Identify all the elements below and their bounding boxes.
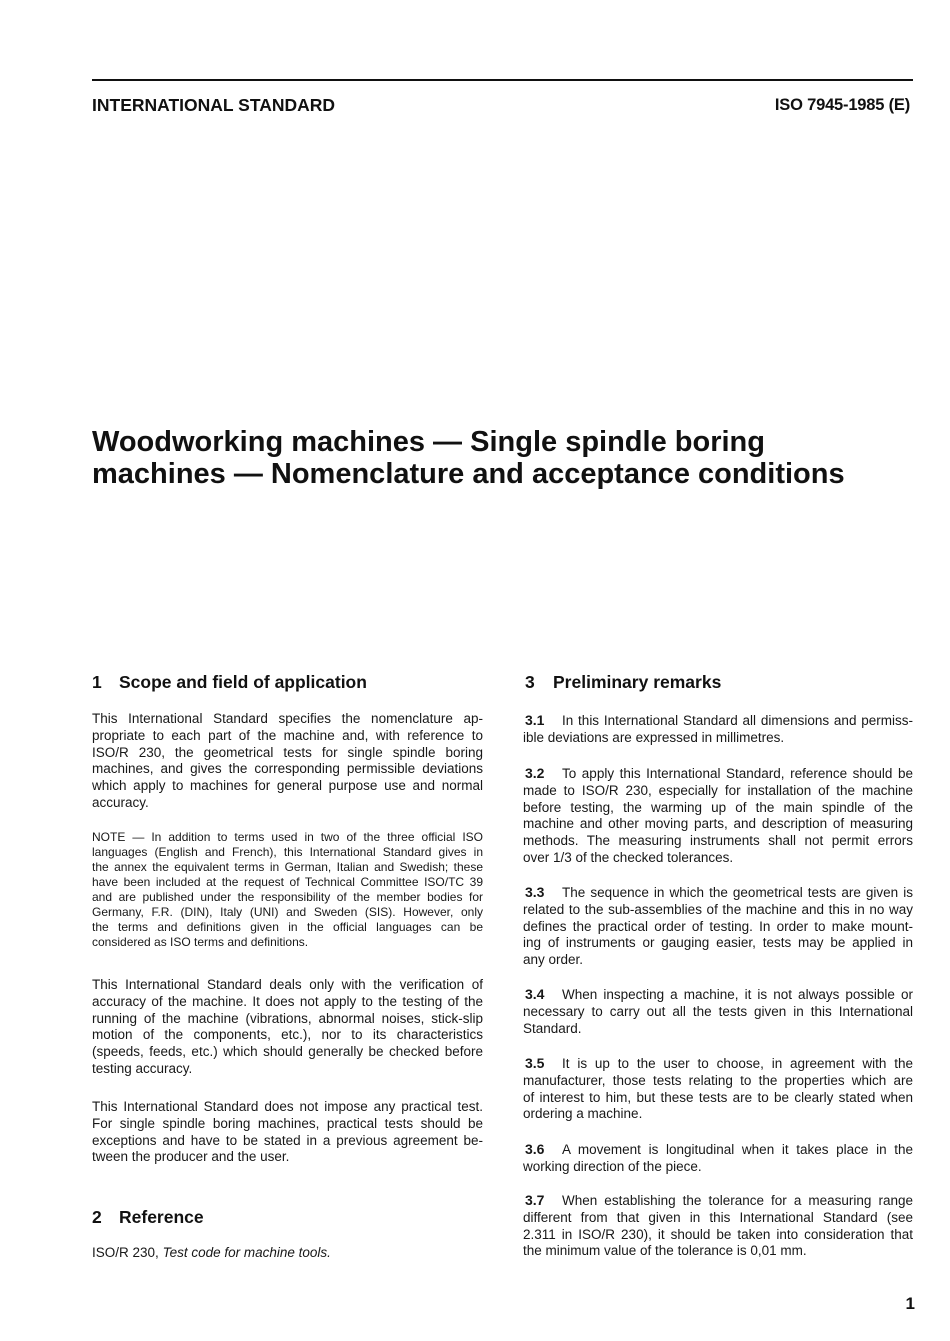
text-line: related to the sub-assemblies of the machine and this in no way: [523, 901, 913, 917]
note-line: the terms and definitions given in the official languages can be: [92, 920, 483, 934]
clause-first-line: [523, 986, 913, 1004]
text-line: methods. The measuring instruments shall not permit errors: [523, 833, 913, 849]
text-line: ing of instruments or gauging easier, tests may be applied in: [523, 935, 913, 951]
clause-3-7: [523, 1192, 913, 1260]
clause-3-4: [523, 986, 913, 1037]
text-line: manufacturer, those tests relating to the properties which are: [523, 1072, 913, 1088]
text-line: accuracy.: [92, 794, 149, 810]
section-title: Scope and field of application: [119, 672, 367, 692]
text-line: When inspecting a machine, it is not always possible or: [562, 987, 913, 1002]
section-1-heading: [92, 672, 483, 692]
right-column: [523, 0, 913, 1341]
scope-paragraph-1: [92, 711, 483, 812]
standard-reference: ISO 7945-1985 (E): [774, 96, 910, 114]
text-line: any order.: [523, 952, 584, 968]
clause-number: 3.5: [525, 1055, 545, 1071]
note-line: languages (English and French), this International Standard gives in: [92, 845, 483, 859]
section-number: 2: [92, 1207, 102, 1227]
reference-title: Test code for machine tools.: [162, 1245, 331, 1260]
clause-3-2: [523, 765, 913, 867]
text-line: accuracy of the machine. It does not apply to the testing of the: [92, 993, 483, 1009]
text-line: of interest to him, but these tests are to be clearly stated when: [523, 1089, 913, 1105]
text-line: The sequence in which the geometrical tests are given is: [562, 885, 913, 900]
text-line: This International Standard does not impose any practical test.: [92, 1099, 483, 1114]
text-line: It is up to the user to choose, in agreement with the: [562, 1056, 913, 1071]
note-line: have been included at the request of Technical Committee ISO/TC 39: [92, 875, 483, 889]
text-line: different from that given in this International Standard (see: [523, 1209, 913, 1225]
title-line: machines — Nomenclature and acceptance conditions: [92, 458, 845, 490]
note-line: Germany, F.R. (DIN), Italy (UNI) and Sweden (SIS). However, only: [92, 905, 483, 919]
clause-number: 3.6: [525, 1141, 545, 1157]
clause-3-5: [523, 1055, 913, 1123]
clause-3-6: [523, 1141, 913, 1176]
text-line: machine and other moving parts, and description of measuring: [523, 816, 913, 832]
text-line: propriate to each part of the machine and, with reference to: [92, 727, 483, 743]
clause-first-line: [523, 1055, 913, 1073]
clause-number: 3.7: [525, 1192, 545, 1208]
text-line: This International Standard deals only with the verification of: [92, 977, 483, 992]
document-type: INTERNATIONAL STANDARD: [92, 95, 336, 115]
clause-3-3: [523, 884, 913, 969]
reference-entry: [92, 1245, 483, 1262]
text-line: motion of the components, etc.), nor to its characteristics: [92, 1027, 483, 1043]
text-line: To apply this International Standard, reference should be: [562, 766, 913, 781]
clause-first-line: [523, 1141, 913, 1159]
section-title: Reference: [119, 1207, 204, 1227]
text-line: In this International Standard all dimensions and permiss-: [562, 713, 913, 728]
text-line: Standard.: [523, 1020, 582, 1036]
text-line: A movement is longitudinal when it takes place in the: [562, 1142, 913, 1157]
text-line: which apply to machines for general purpose use and normal: [92, 778, 483, 794]
text-line: When establishing the tolerance for a measuring range: [562, 1193, 913, 1208]
section-number: 3: [525, 672, 535, 692]
text-line: the minimum value of the tolerance is 0,01 mm.: [523, 1243, 807, 1259]
clause-first-line: [523, 884, 913, 902]
clause-first-line: [523, 712, 913, 730]
note-line: NOTE — In addition to terms used in two of the three official ISO: [92, 830, 483, 844]
text-line: exceptions and have to be stated in a previous agreement be-: [92, 1132, 483, 1148]
text-line: over 1/3 of the checked tolerances.: [523, 849, 734, 865]
text-line: (speeds, feeds, etc.) which should generally be checked before: [92, 1044, 483, 1060]
text-line: defines the practical order of testing. In order to make mount-: [523, 918, 913, 934]
clause-number: 3.2: [525, 765, 545, 781]
clause-number: 3.3: [525, 884, 545, 900]
section-title: Preliminary remarks: [553, 672, 722, 692]
title-line: Woodworking machines — Single spindle boring: [92, 426, 765, 458]
left-column: [92, 0, 483, 1341]
text-line: ordering a machine.: [523, 1106, 643, 1122]
section-number: 1: [92, 672, 102, 692]
note-line: considered as ISO terms and definitions.: [92, 935, 309, 949]
clause-number: 3.4: [525, 986, 545, 1002]
text-line: ISO/R 230, the geometrical tests for single spindle boring: [92, 744, 483, 760]
clause-first-line: [523, 765, 913, 783]
reference-line: [92, 1245, 483, 1262]
text-line: made to ISO/R 230, especially for installation of the machine: [523, 782, 913, 798]
section-2-heading: [92, 1207, 483, 1227]
text-line: necessary to carry out all the tests given in this International: [523, 1003, 913, 1019]
text-line: ible deviations are expressed in millimetres.: [523, 729, 785, 745]
text-line: tween the producer and the user.: [92, 1149, 290, 1165]
text-line: running of the machine (vibrations, abnormal noises, stick-slip: [92, 1010, 483, 1026]
page-number: 1: [905, 1294, 915, 1313]
scope-paragraph-3: [92, 1099, 483, 1166]
reference-code: ISO/R 230,: [92, 1245, 159, 1260]
clause-number: 3.1: [525, 712, 545, 728]
text-line: For single spindle boring machines, practical tests should be: [92, 1115, 483, 1131]
clause-first-line: [523, 1192, 913, 1210]
clause-3-1: [523, 712, 913, 747]
text-line: testing accuracy.: [92, 1060, 193, 1076]
text-line: working direction of the piece.: [523, 1158, 702, 1174]
text-line: This International Standard specifies the nomenclature ap-: [92, 711, 483, 726]
text-line: before testing, the warming up of the main spindle of the: [523, 799, 913, 815]
section-3-heading: [523, 672, 913, 692]
note-line: the annex the equivalent terms in German, Italian and Swedish; these: [92, 860, 483, 874]
note-line: and are published under the responsibility of the member bodies for: [92, 890, 483, 904]
scope-note: [92, 830, 483, 950]
scope-paragraph-2: [92, 977, 483, 1078]
text-line: 2.311 in ISO/R 230), it should be taken into consideration that: [523, 1226, 913, 1242]
text-line: machines, and gives the corresponding permissible deviations: [92, 761, 483, 777]
